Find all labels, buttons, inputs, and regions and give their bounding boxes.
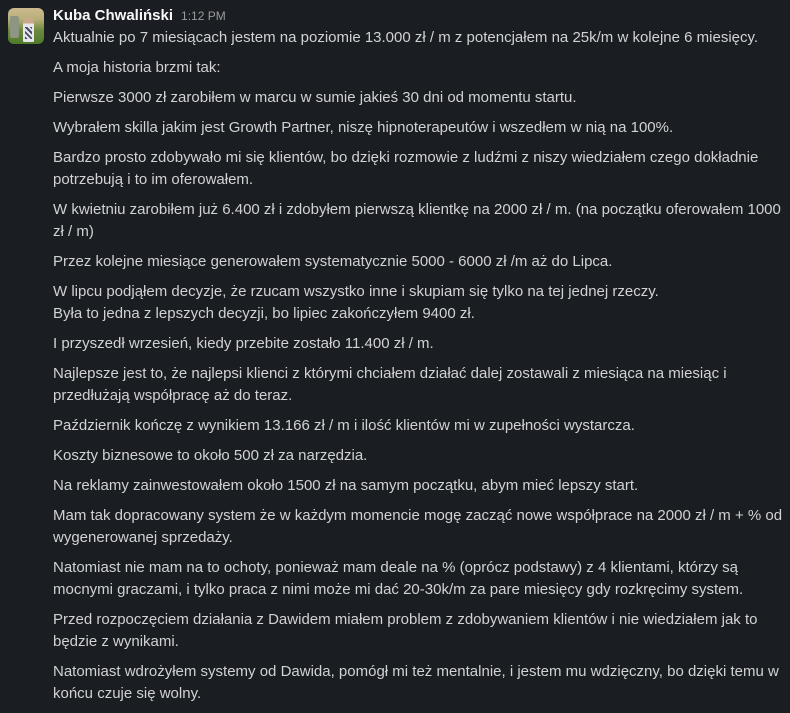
message-header (53, 7, 790, 29)
message-paragraph: Na reklamy zainwestowałem około 1500 zł na samym początku, abym mieć lepszy start. (53, 477, 639, 494)
user-photo-avatar-icon (23, 18, 34, 42)
message-paragraph: Bardzo prosto zdobywało mi się klientów, bo dzięki rozmowie z ludźmi z niszy wiedziałem czego dokładnie potrzebują i to im oferowałem. (53, 149, 759, 188)
message-timestamp[interactable]: 1:12 PM (181, 9, 226, 23)
message-paragraph: I przyszedł wrzesień, kiedy przebite zostało 11.400 zł / m. (53, 335, 434, 352)
message-paragraph: Koszty biznesowe to około 500 zł za narzędzia. (53, 447, 368, 464)
author-name[interactable]: Kuba Chwaliński (53, 7, 174, 24)
message-content (53, 5, 790, 713)
avatar[interactable] (8, 8, 44, 44)
avatar-photo-background (10, 16, 19, 38)
message-paragraph: Przed rozpoczęciem działania z Dawidem miałem problem z zdobywaniem klientów i nie wiedziałem jak to będzie z wynikami. (53, 611, 758, 650)
message-body (53, 27, 790, 705)
message-paragraph: W kwietniu zarobiłem już 6.400 zł i zdobyłem pierwszą klientkę na 2000 zł / m. (na początku oferowałem 1000 zł / m) (53, 201, 781, 240)
message-paragraph: Wybrałem skilla jakim jest Growth Partner, niszę hipnoterapeutów i wszedłem w nią na 100%. (53, 119, 674, 136)
message-paragraph: Natomiast nie mam na to ochoty, ponieważ mam deale na % (oprócz podstawy) z 4 klientami, którzy są mocnymi graczami, i tylko praca z nimi może mi dać 20-30k/m za pare miesięcy gdy rozkręcimy system. (53, 559, 744, 598)
message-paragraph: Przez kolejne miesiące generowałem systematycznie 5000 - 6000 zł /m aż do Lipca. (53, 253, 613, 270)
message-paragraph: Październik kończę z wynikiem 13.166 zł / m i ilość klientów mi w zupełności wystarcza. (53, 417, 635, 434)
message-paragraph: A moja historia brzmi tak: (53, 59, 221, 76)
message-paragraph: Pierwsze 3000 zł zarobiłem w marcu w sumie jakieś 30 dni od momentu startu. (53, 89, 577, 106)
message-paragraph: W lipcu podjąłem decyzje, że rzucam wszystko inne i skupiam się tylko na tej jednej rzeczy. Była to jedna z lepszych decyzji, bo lipiec zakończyłem 9400 zł. (53, 283, 659, 322)
message-paragraph: Natomiast wdrożyłem systemy od Dawida, pomógł mi też mentalnie, i jestem mu wdzięczny, bo dzięki temu w końcu czuje się wolny. (53, 663, 779, 702)
message-paragraph: Najlepsze jest to, że najlepsi klienci z którymi chciałem działać dalej zostawali z miesiąca na miesiąc i przedłużają współpracę aż do teraz. (53, 365, 727, 404)
message-paragraph: Mam tak dopracowany system że w każdym momencie mogę zacząć nowe współprace na 2000 zł / m + % od wygenerowanej sprzedaży. (53, 507, 783, 546)
message-paragraph: Aktualnie po 7 miesiącach jestem na poziomie 13.000 zł / m z potencjałem na 25k/m w kolejne 6 miesięcy. (53, 29, 759, 46)
